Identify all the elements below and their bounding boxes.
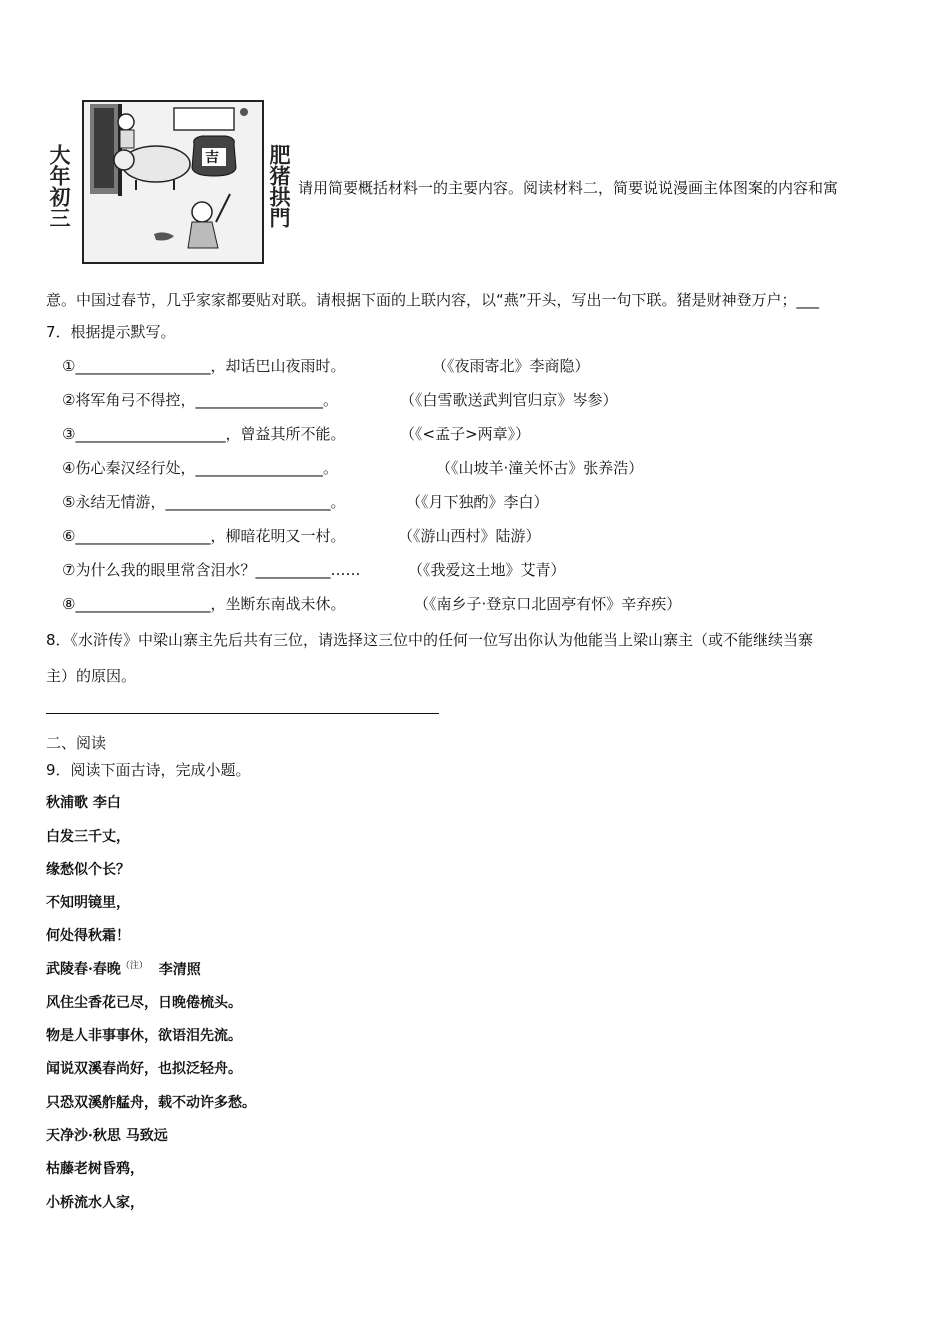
cartoon-image [82,100,264,264]
q7-source-1: （《夜雨寄北》李商隐） [432,357,590,375]
poem-1-line-3: 不知明镜里， [46,895,130,911]
poem-3-line-2: 小桥流水人家， [46,1195,144,1211]
poem-1-title: 秋浦歌 李白 [46,795,121,811]
material-question-line-2: 意。中国过春节，几乎家家都要贴对联。请根据下面的上联内容，以“燕”开头，写出一句下联。猪是财神登万户；___ [46,291,820,309]
poem-2-line-1: 风住尘香花已尽，日晚倦梳头。 [46,995,242,1011]
q7-source-6: （《游山西村》陆游） [398,527,541,545]
q8-line-1: 8．《水浒传》中梁山寨主先后共有三位，请选择这三位中的任何一位写出你认为他能当上梁山寨主（或不能继续当寨 [46,631,814,649]
q8-line-2: 主）的原因。 [46,667,137,685]
cartoon-right-caption: 肥猪拱門 [267,144,291,228]
q7-item-8: ⑧__________________，坐断东南战未休。 [62,595,346,613]
q7-source-3: （《<孟子>两章》） [400,425,531,443]
q7-source-7: （《我爱这土地》艾青） [408,561,566,579]
poem-1-line-1: 白发三千丈， [46,829,130,845]
poem-2-line-3: 闻说双溪春尚好，也拟泛轻舟。 [46,1061,242,1077]
poem-2-line-2: 物是人非事事休，欲语泪先流。 [46,1028,242,1044]
poem-2-line-4: 只恐双溪舴艋舟，载不动许多愁。 [46,1095,256,1111]
q8-answer-line [46,713,439,714]
q7-source-2: （《白雪歌送武判官归京》岑参） [400,391,618,409]
cartoon-drawing [84,102,262,262]
q7-source-5: （《月下独酌》李白） [406,493,549,511]
q7-item-4: ④伤心秦汉经行处，_________________。 [62,459,338,477]
q7-item-7: ⑦为什么我的眼里常含泪水？__________…… [62,561,361,579]
poem-2-author: 李清照 [158,961,201,978]
q7-title: 7．根据提示默写。 [46,323,176,341]
q7-source-4: （《山坡羊·潼关怀古》张养浩） [436,459,644,477]
q7-item-3: ③____________________，曾益其所不能。 [62,425,346,443]
poem-1-line-2: 缘愁似个长？ [46,862,130,878]
q7-item-5: ⑤永结无情游，______________________。 [62,493,346,511]
cartoon-left-caption: 大年初三 [47,144,71,228]
poem-2-note-marker: （注） [120,961,148,971]
q7-item-1: ①__________________，却话巴山夜雨时。 [62,357,346,375]
poem-1-line-4: 何处得秋霜！ [46,928,130,944]
q9-title: 9．阅读下面古诗，完成小题。 [46,761,251,779]
jar-label: 吉 [205,150,219,166]
q7-item-2: ②将军角弓不得控，_________________。 [62,391,338,409]
q7-item-6: ⑥__________________，柳暗花明又一村。 [62,527,346,545]
poem-3-title: 天净沙·秋思 马致远 [46,1128,168,1144]
material-question-line-1: 请用简要概括材料一的主要内容。阅读材料二，简要说说漫画主体图案的内容和寓 [298,179,839,197]
poem-2-title-text: 武陵春·春晚 [46,961,121,978]
q7-source-8: （《南乡子·登京口北固亭有怀》辛弃疾） [414,595,682,613]
section-2-title: 二、阅读 [46,734,107,752]
poem-3-line-1: 枯藤老树昏鸦， [46,1161,144,1177]
poem-2-title [46,958,201,979]
